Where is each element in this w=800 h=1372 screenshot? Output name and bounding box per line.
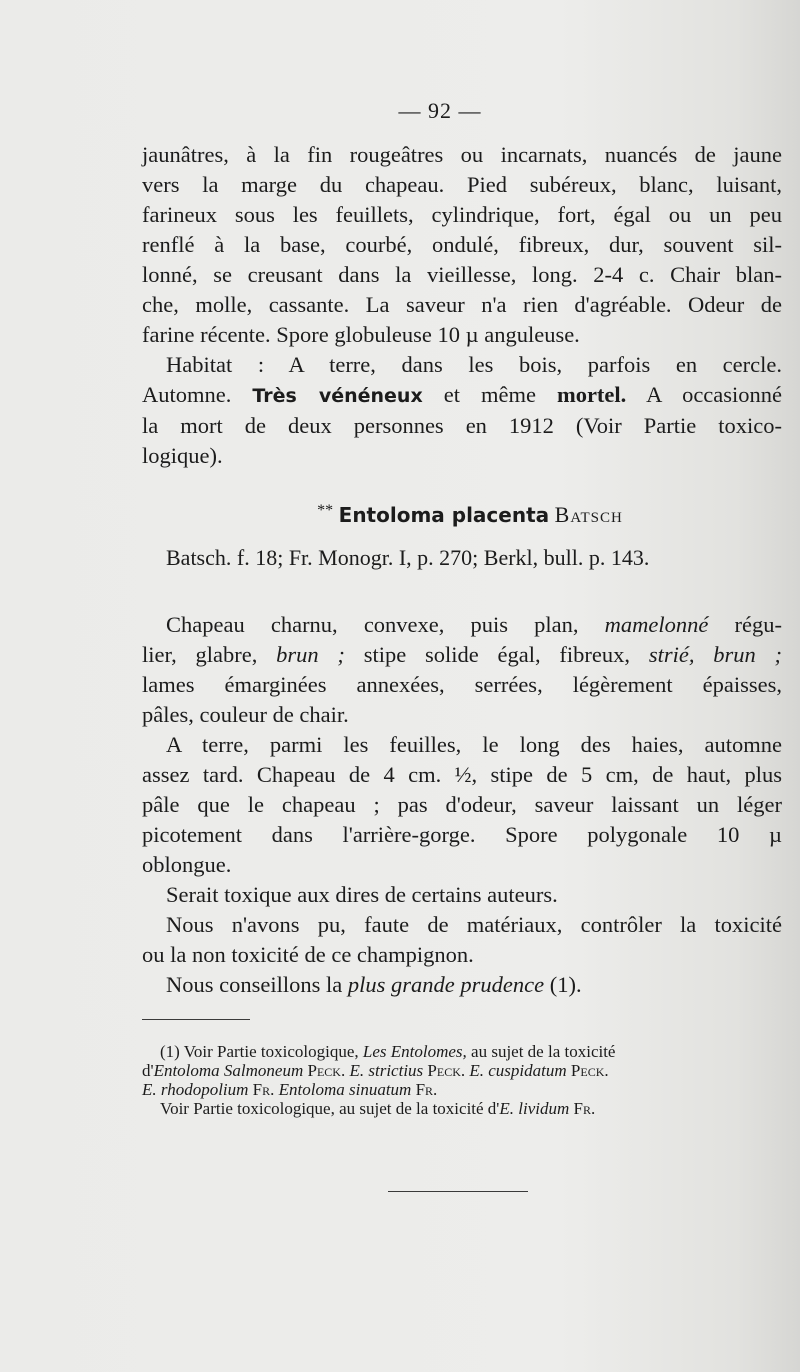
text-line: che, molle, cassante. La saveur n'a rien d'agréable. Odeur de bbox=[142, 292, 782, 317]
italic-run: E. rhodopolium bbox=[142, 1080, 249, 1099]
italic-run: Les Entolomes, bbox=[362, 1042, 467, 1061]
italic-run: plus grande prudence bbox=[347, 972, 545, 997]
toxicity-check-line: ou la non toxicité de ce champignon. bbox=[142, 942, 474, 967]
description-line: pâles, couleur de chair. bbox=[142, 702, 349, 727]
text-run: régu- bbox=[734, 612, 783, 637]
bibliographic-references: Batsch. f. 18; Fr. Monogr. I, p. 270; Berkl, bull. p. 143. bbox=[166, 545, 650, 570]
text-run: d' bbox=[142, 1061, 154, 1080]
text-run: Voir Partie toxicologique, bbox=[183, 1042, 359, 1061]
toxicity-check-line: Nous n'avons pu, faute de matériaux, contrôler la toxicité bbox=[166, 912, 782, 937]
occasion-text: A occasionné bbox=[646, 382, 783, 407]
habitat2-line: picotement dans l'arrière-gorge. Spore polygonale 10 µ bbox=[142, 822, 782, 847]
italic-run: E. cuspidatum bbox=[469, 1061, 567, 1080]
habitat2-line: assez tard. Chapeau de 4 cm. ½, stipe de 5 cm, de haut, plus bbox=[142, 762, 782, 787]
species-name: Entoloma placenta bbox=[338, 503, 550, 527]
text-line: logique). bbox=[142, 443, 223, 468]
season-text: Automne. bbox=[142, 382, 232, 407]
page-number: — 92 — bbox=[398, 98, 482, 123]
italic-run: Entoloma sinuatum bbox=[278, 1080, 412, 1099]
author-abbrev: Fr. bbox=[573, 1099, 596, 1118]
author-abbrev: Peck. bbox=[570, 1061, 609, 1080]
italic-run: E. strictius bbox=[349, 1061, 424, 1080]
italic-run: Entoloma Salmoneum bbox=[153, 1061, 304, 1080]
text-line: la mort de deux personnes en 1912 (Voir Partie toxico- bbox=[142, 413, 782, 438]
text-line: renflé à la base, courbé, ondulé, fibreux, dur, souvent sil- bbox=[142, 232, 782, 257]
description-line bbox=[142, 610, 782, 640]
italic-run: E. lividum bbox=[499, 1099, 570, 1118]
text-line: farineux sous les feuillets, cylindrique, fort, égal ou un peu bbox=[142, 202, 782, 227]
author-abbrev: Fr. bbox=[415, 1080, 438, 1099]
italic-run: mamelonné bbox=[604, 612, 709, 637]
description-line bbox=[142, 640, 782, 670]
text-run: Voir Partie toxicologique, au sujet de la toxicité d' bbox=[160, 1099, 500, 1118]
rating-stars: ** bbox=[317, 502, 334, 519]
text-line: vers la marge du chapeau. Pied subéreux, blanc, luisant, bbox=[142, 172, 782, 197]
text-run: Nous conseillons la bbox=[166, 972, 343, 997]
habitat2-line: oblongue. bbox=[142, 852, 232, 877]
text-line: lonné, se creusant dans la vieillesse, long. 2-4 c. Chair blan- bbox=[142, 262, 782, 287]
habitat-line: Habitat : A terre, dans les bois, parfois en cercle. bbox=[166, 352, 782, 377]
species-heading bbox=[0, 502, 800, 528]
footnote-number: (1) bbox=[160, 1042, 180, 1061]
habitat-toxicity-line bbox=[142, 380, 782, 411]
paragraph-description bbox=[142, 610, 782, 1000]
text-line: farine récente. Spore globuleuse 10 µ anguleuse. bbox=[142, 322, 580, 347]
text-run: stipe solide égal, fibreux, bbox=[363, 642, 631, 667]
habitat2-line: A terre, parmi les feuilles, le long des haies, automne bbox=[166, 732, 782, 757]
species-author: Batsch bbox=[554, 502, 623, 527]
toxicity-warning: Très vénéneux bbox=[252, 385, 423, 407]
connector-text: et même bbox=[443, 382, 536, 407]
text-run: lier, glabre, bbox=[142, 642, 258, 667]
text-run: Chapeau charnu, convexe, puis plan, bbox=[166, 612, 579, 637]
description-line: lames émarginées annexées, serrées, légèrement épaisses, bbox=[142, 672, 782, 697]
italic-run: brun ; bbox=[276, 642, 345, 667]
author-abbrev: Peck. bbox=[307, 1061, 346, 1080]
habitat2-line: pâle que le chapeau ; pas d'odeur, saveur laissant un léger bbox=[142, 792, 782, 817]
toxic-note: Serait toxique aux dires de certains auteurs. bbox=[166, 882, 558, 907]
text-line: jaunâtres, à la fin rougeâtres ou incarnats, nuancés de jaune bbox=[142, 142, 782, 167]
footnote-line bbox=[142, 1061, 772, 1080]
footnote-line bbox=[142, 1099, 772, 1118]
footnote-line bbox=[142, 1042, 772, 1061]
italic-run: strié, brun ; bbox=[648, 642, 783, 667]
advice-line bbox=[142, 970, 782, 1000]
mortal-warning: mortel. bbox=[556, 382, 627, 407]
footnote-line bbox=[142, 1080, 772, 1099]
paragraph-description-continued bbox=[142, 140, 782, 471]
end-rule bbox=[388, 1191, 528, 1192]
footnote-separator bbox=[142, 1019, 250, 1020]
footnotes bbox=[142, 1042, 772, 1118]
footnote-ref: (1). bbox=[549, 972, 582, 997]
author-abbrev: Peck. bbox=[427, 1061, 466, 1080]
author-abbrev: Fr. bbox=[252, 1080, 275, 1099]
text-run: au sujet de la toxicité bbox=[471, 1042, 616, 1061]
